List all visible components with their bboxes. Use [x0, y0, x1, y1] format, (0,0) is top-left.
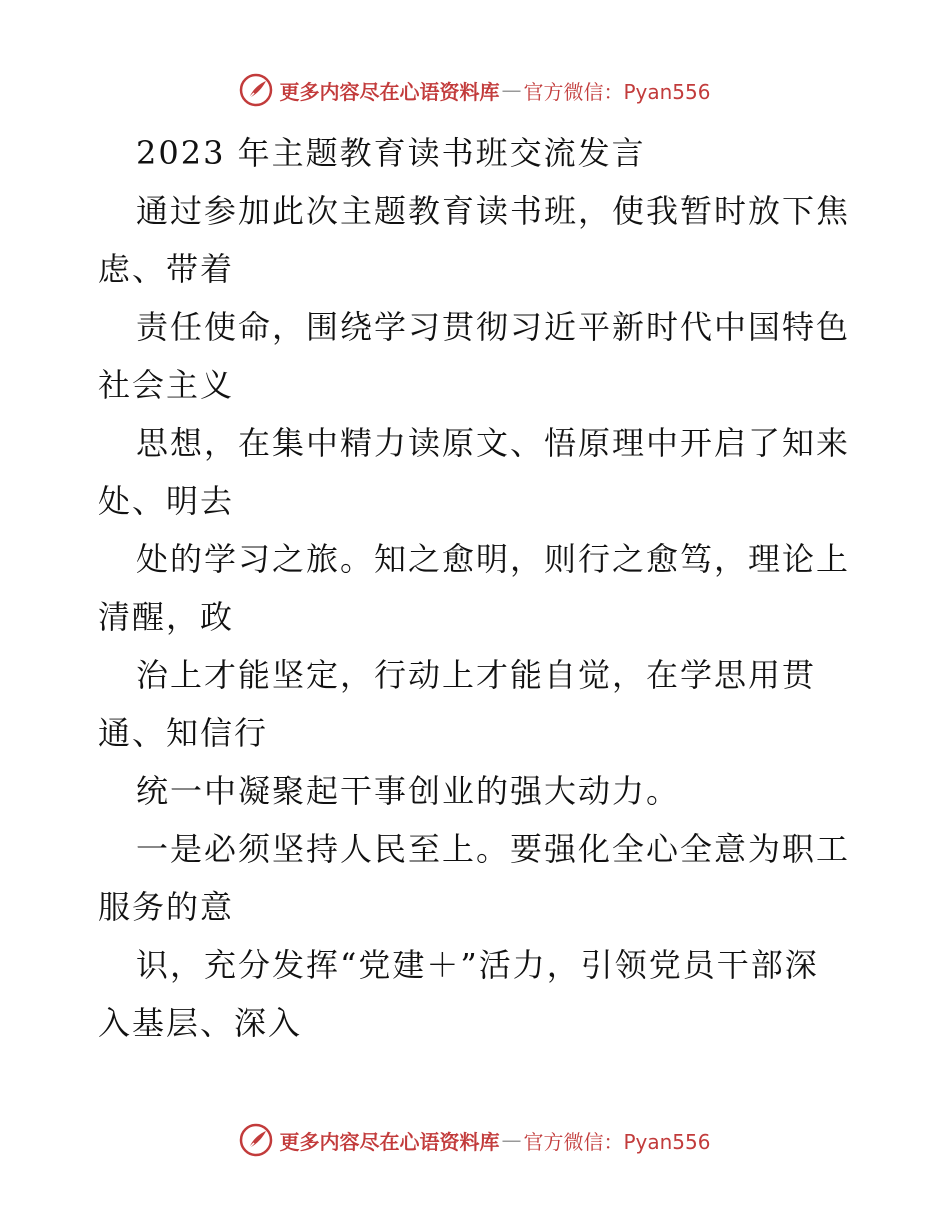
banner-wechat-text: 官方微信：Pyan556	[523, 1129, 711, 1154]
document-line: 统一中凝聚起干事创业的强大动力。	[136, 772, 681, 810]
document-line: 识，充分发挥“党建＋”活力，引领党员干部深	[136, 946, 819, 984]
header-banner	[0, 70, 950, 110]
feather-quill-logo-icon	[239, 1123, 273, 1157]
document-line: 处的学习之旅。知之愈明，则行之愈笃，理论上	[136, 540, 851, 578]
document-line: 入基层、深入	[98, 1004, 303, 1042]
document-line: 虑、带着	[98, 250, 235, 288]
document-line: 社会主义	[98, 366, 235, 404]
document-line: 责任使命，围绕学习贯彻习近平新时代中国特色	[136, 308, 851, 346]
document-line: 通过参加此次主题教育读书班，使我暂时放下焦	[136, 192, 851, 230]
banner-wechat-text: 官方微信：Pyan556	[523, 79, 711, 104]
banner-library-text: 更多内容尽在心语资料库	[279, 1129, 500, 1154]
document-line: 治上才能坚定，行动上才能自觉，在学思用贯	[136, 656, 817, 694]
document-line: 清醒，政	[98, 598, 235, 636]
feather-quill-logo-icon	[239, 73, 273, 107]
document-line: 通、知信行	[98, 714, 269, 752]
banner-separator: —	[501, 78, 522, 102]
document-line: 服务的意	[98, 888, 235, 926]
banner-separator: —	[501, 1128, 522, 1152]
document-line: 处、明去	[98, 482, 235, 520]
document-line: 2023 年主题教育读书班交流发言	[136, 134, 646, 172]
footer-banner	[0, 1120, 950, 1160]
document-body	[98, 124, 858, 1052]
banner-library-text: 更多内容尽在心语资料库	[279, 79, 500, 104]
document-line: 思想，在集中精力读原文、悟原理中开启了知来	[136, 424, 851, 462]
document-line: 一是必须坚持人民至上。要强化全心全意为职工	[136, 830, 851, 868]
